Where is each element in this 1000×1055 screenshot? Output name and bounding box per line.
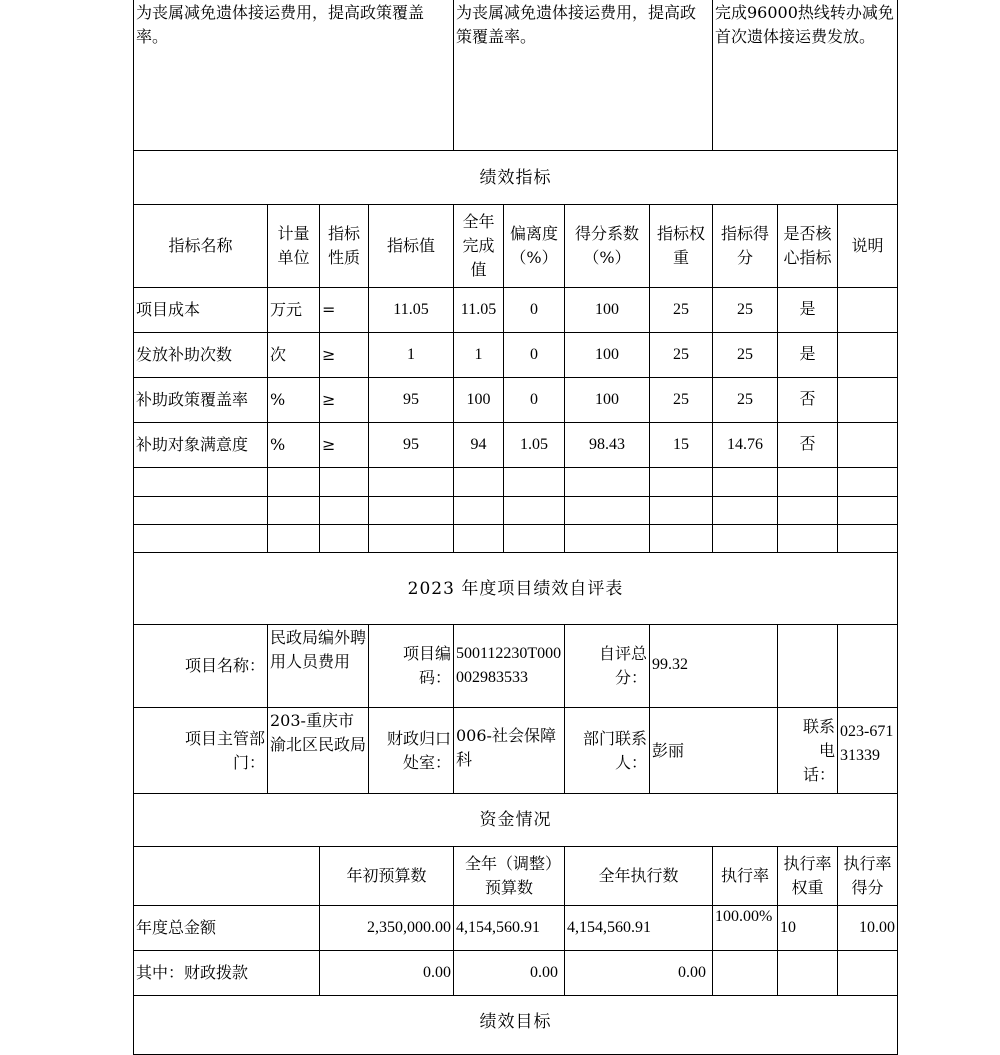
indicator-score: 25 <box>712 287 778 333</box>
project-name-value: 民政局编外聘用人员费用 <box>267 624 369 708</box>
empty-cell <box>564 524 650 553</box>
empty-cell <box>649 467 713 497</box>
header-indicator-name: 指标名称 <box>133 204 268 288</box>
funds-total-adjusted: 4,154,560.91 <box>453 905 565 951</box>
contact-label: 部门联系人： <box>564 707 650 794</box>
header-note: 说明 <box>837 204 898 288</box>
empty-cell <box>267 524 320 553</box>
empty-cell <box>777 467 838 497</box>
header-score-coef: 得分系数（%） <box>564 204 650 288</box>
top-goal-cell-1: 为丧属减免遗体接运费用，提高政策覆盖率。 <box>133 0 454 151</box>
indicator-core: 是 <box>777 332 838 378</box>
funds-header-rate-weight: 执行率权重 <box>777 846 838 906</box>
empty-cell <box>453 524 504 553</box>
indicator-note <box>837 332 898 378</box>
funds-total-label: 年度总金额 <box>133 905 320 951</box>
funds-fiscal-label: 其中：财政拨款 <box>133 950 320 996</box>
empty-cell <box>649 496 713 525</box>
indicator-score: 14.76 <box>712 422 778 468</box>
finance-office-value: 006-社会保障科 <box>453 707 565 794</box>
indicator-coef: 100 <box>564 332 650 378</box>
header-completed-value: 全年完成值 <box>453 204 504 288</box>
empty-cell <box>267 467 320 497</box>
indicator-nature: = <box>319 287 369 333</box>
eval-table-title: 2023 年度项目绩效自评表 <box>133 552 898 625</box>
empty-cell <box>564 496 650 525</box>
empty-cell <box>503 496 565 525</box>
blank-cell <box>837 950 898 996</box>
empty-cell <box>319 467 369 497</box>
self-score-value: 99.32 <box>649 624 778 708</box>
funds-section-title: 资金情况 <box>133 793 898 847</box>
dept-label: 项目主管部门： <box>133 707 268 794</box>
indicator-unit: 次 <box>267 332 320 378</box>
empty-cell <box>319 524 369 553</box>
indicator-nature: ≥ <box>319 422 369 468</box>
empty-cell <box>368 467 454 497</box>
empty-cell <box>319 496 369 525</box>
indicator-weight: 25 <box>649 377 713 423</box>
funds-total-executed: 4,154,560.91 <box>564 905 713 951</box>
indicator-coef: 100 <box>564 287 650 333</box>
indicator-coef: 100 <box>564 377 650 423</box>
contact-value: 彭丽 <box>649 707 778 794</box>
empty-cell <box>453 467 504 497</box>
funds-header-rate-score: 执行率得分 <box>837 846 898 906</box>
indicator-coef: 98.43 <box>564 422 650 468</box>
top-goal-cell-3: 完成96000热线转办减免首次遗体接运费发放。 <box>712 0 898 151</box>
indicator-unit: % <box>267 422 320 468</box>
indicator-deviation: 0 <box>503 332 565 378</box>
indicator-completed: 1 <box>453 332 504 378</box>
empty-cell <box>453 496 504 525</box>
header-score: 指标得分 <box>712 204 778 288</box>
indicator-completed: 11.05 <box>453 287 504 333</box>
empty-cell <box>837 467 898 497</box>
empty-cell <box>267 496 320 525</box>
self-score-label: 自评总分： <box>564 624 650 708</box>
funds-total-weight: 10 <box>777 905 838 951</box>
indicator-name: 发放补助次数 <box>133 332 268 378</box>
funds-header-initial: 年初预算数 <box>319 846 454 906</box>
project-code-label: 项目编码： <box>368 624 454 708</box>
empty-cell <box>503 524 565 553</box>
indicator-target: 1 <box>368 332 454 378</box>
indicator-note <box>837 377 898 423</box>
top-goal-cell-2: 为丧属减免遗体接运费用，提高政策覆盖率。 <box>453 0 713 151</box>
header-unit: 计量单位 <box>267 204 320 288</box>
empty-cell <box>564 467 650 497</box>
empty-cell <box>503 467 565 497</box>
phone-value: 023-67131339 <box>837 707 898 794</box>
indicator-nature: ≥ <box>319 377 369 423</box>
indicator-section-title: 绩效指标 <box>133 150 898 205</box>
finance-office-label: 财政归口处室： <box>368 707 454 794</box>
indicator-note <box>837 422 898 468</box>
funds-total-initial: 2,350,000.00 <box>319 905 454 951</box>
funds-header-blank <box>133 846 320 906</box>
header-nature: 指标性质 <box>319 204 369 288</box>
indicator-note <box>837 287 898 333</box>
blank-cell <box>777 624 838 708</box>
header-weight: 指标权重 <box>649 204 713 288</box>
phone-label: 联系电话： <box>777 707 838 794</box>
indicator-unit: % <box>267 377 320 423</box>
indicator-nature: ≥ <box>319 332 369 378</box>
empty-cell <box>133 467 268 497</box>
indicator-core: 是 <box>777 287 838 333</box>
indicator-score: 25 <box>712 332 778 378</box>
funds-header-rate: 执行率 <box>712 846 778 906</box>
empty-cell <box>712 524 778 553</box>
indicator-score: 25 <box>712 377 778 423</box>
empty-cell <box>133 524 268 553</box>
empty-cell <box>649 524 713 553</box>
indicator-core: 否 <box>777 422 838 468</box>
funds-header-adjusted: 全年（调整）预算数 <box>453 846 565 906</box>
project-code-value: 500112230T000002983533 <box>453 624 565 708</box>
indicator-completed: 94 <box>453 422 504 468</box>
empty-cell <box>712 496 778 525</box>
indicator-unit: 万元 <box>267 287 320 333</box>
indicator-deviation: 1.05 <box>503 422 565 468</box>
dept-value: 203-重庆市渝北区民政局 <box>267 707 369 794</box>
indicator-completed: 100 <box>453 377 504 423</box>
header-core: 是否核心指标 <box>777 204 838 288</box>
indicator-target: 95 <box>368 377 454 423</box>
indicator-core: 否 <box>777 377 838 423</box>
indicator-name: 项目成本 <box>133 287 268 333</box>
funds-total-score: 10.00 <box>837 905 898 951</box>
blank-cell <box>777 950 838 996</box>
indicator-name: 补助政策覆盖率 <box>133 377 268 423</box>
indicator-deviation: 0 <box>503 377 565 423</box>
header-target-value: 指标值 <box>368 204 454 288</box>
empty-cell <box>712 467 778 497</box>
empty-cell <box>368 496 454 525</box>
header-deviation: 偏离度（%） <box>503 204 565 288</box>
blank-cell <box>837 624 898 708</box>
funds-fiscal-initial: 0.00 <box>319 950 454 996</box>
funds-total-rate: 100.00% <box>712 905 778 951</box>
indicator-target: 11.05 <box>368 287 454 333</box>
empty-cell <box>777 496 838 525</box>
empty-cell <box>837 524 898 553</box>
empty-cell <box>368 524 454 553</box>
funds-header-executed: 全年执行数 <box>564 846 713 906</box>
indicator-weight: 25 <box>649 287 713 333</box>
goals-section-title: 绩效目标 <box>133 995 898 1055</box>
indicator-name: 补助对象满意度 <box>133 422 268 468</box>
empty-cell <box>777 524 838 553</box>
indicator-target: 95 <box>368 422 454 468</box>
empty-cell <box>837 496 898 525</box>
blank-cell <box>712 950 778 996</box>
project-name-label: 项目名称： <box>133 624 268 708</box>
funds-fiscal-executed: 0.00 <box>564 950 713 996</box>
indicator-weight: 25 <box>649 332 713 378</box>
indicator-deviation: 0 <box>503 287 565 333</box>
indicator-weight: 15 <box>649 422 713 468</box>
funds-fiscal-adjusted: 0.00 <box>453 950 565 996</box>
empty-cell <box>133 496 268 525</box>
